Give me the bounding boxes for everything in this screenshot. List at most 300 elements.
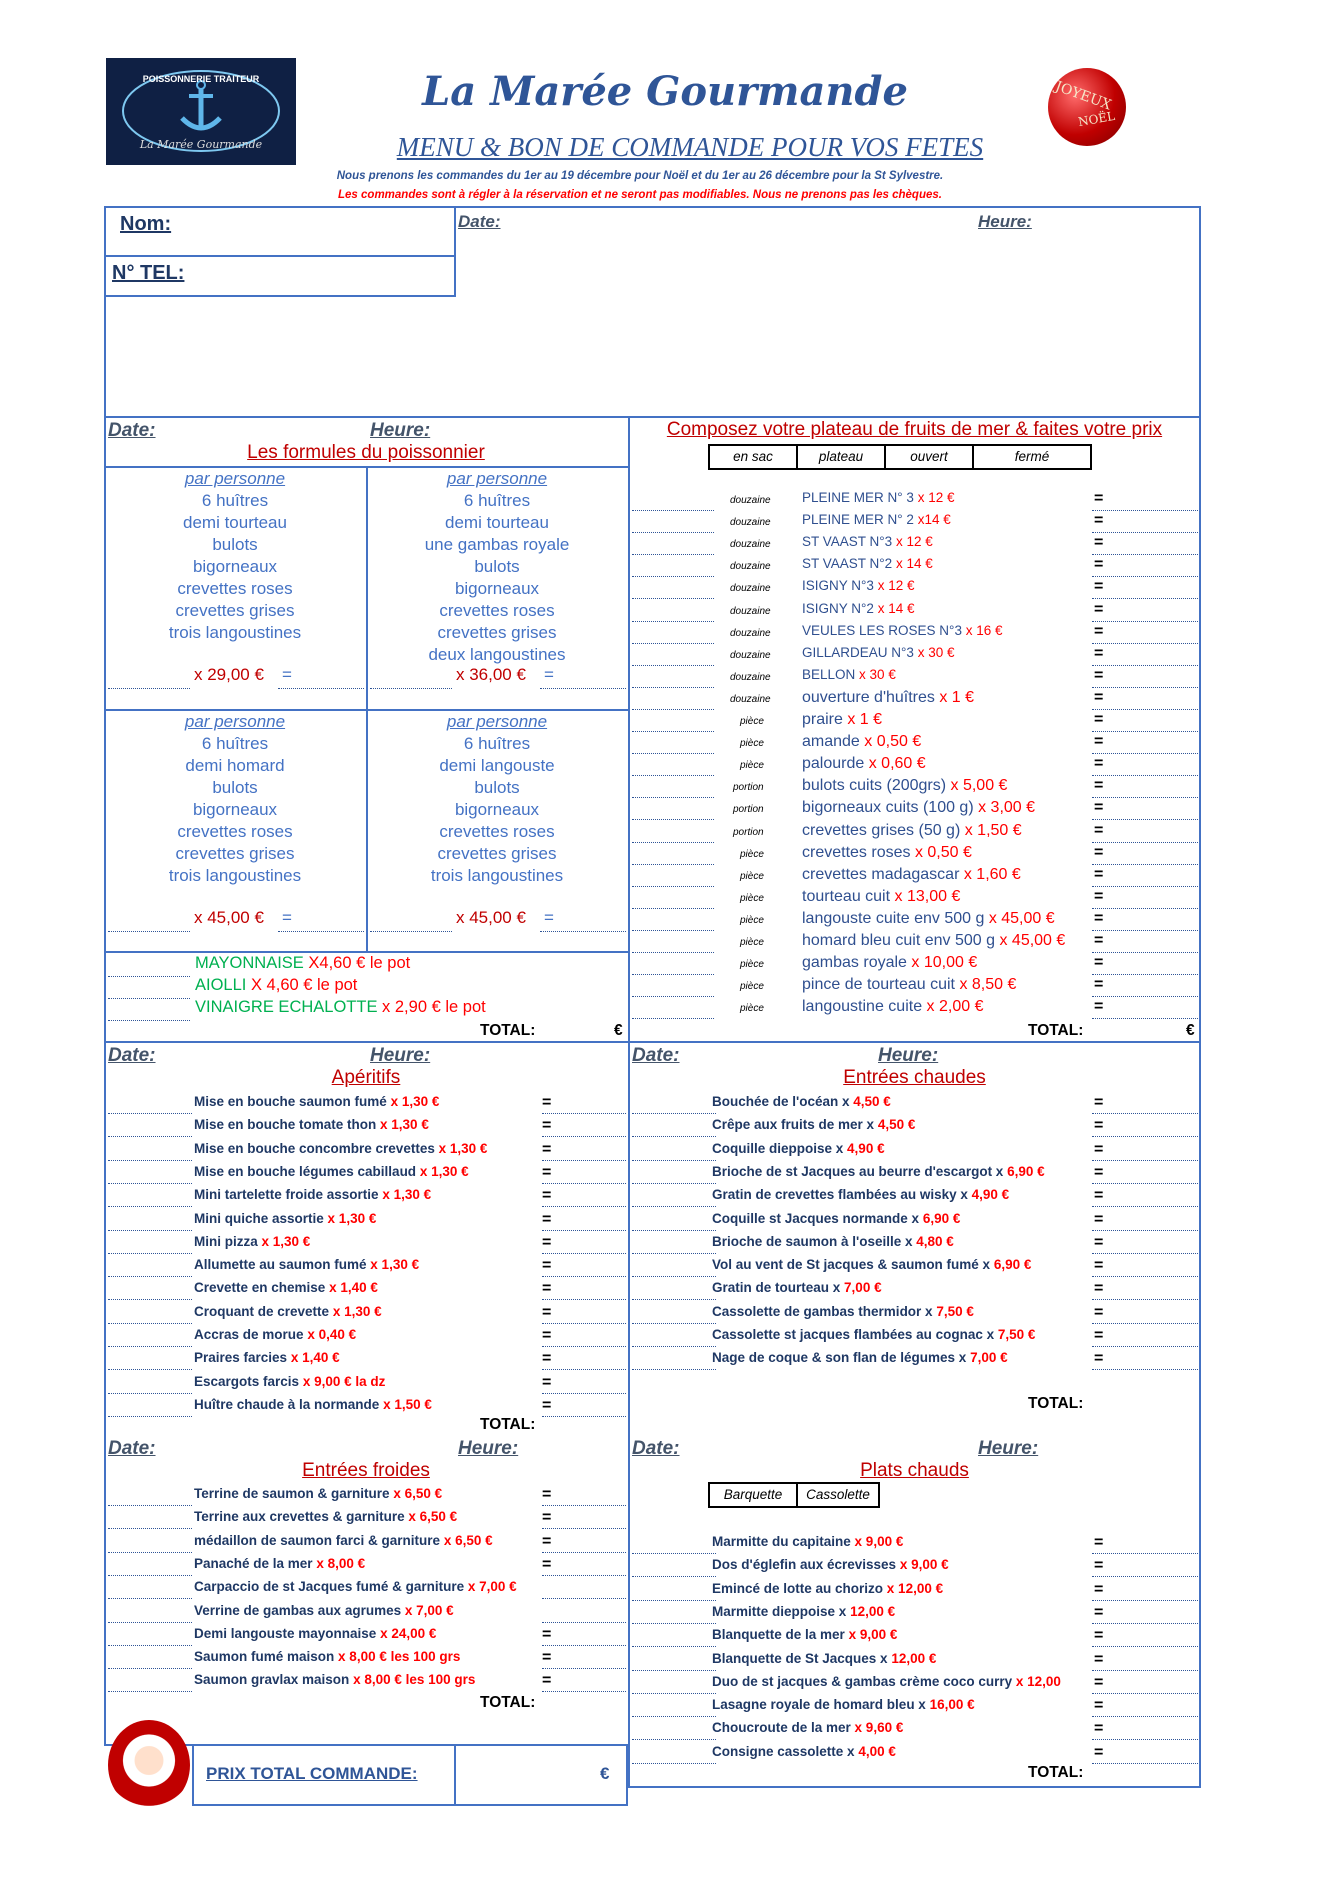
quantity-input[interactable] [542, 1369, 626, 1370]
quantity-input[interactable] [542, 1416, 626, 1417]
quantity-input[interactable] [542, 1393, 626, 1394]
quantity-input[interactable] [632, 996, 714, 997]
option-checkbox[interactable]: Barquette [710, 1484, 798, 1506]
quantity-input[interactable] [632, 554, 714, 555]
entrees-froides-date-field[interactable]: Date: [108, 1438, 156, 1459]
quantity-input[interactable] [108, 1136, 192, 1137]
client-name-field[interactable]: Nom: [120, 213, 172, 235]
quantity-input[interactable] [632, 1576, 716, 1577]
quantity-input[interactable] [108, 1113, 192, 1114]
quantity-input[interactable] [1092, 1299, 1198, 1300]
quantity-input[interactable] [108, 931, 190, 932]
divider [104, 416, 1201, 418]
quantity-input[interactable] [632, 775, 714, 776]
plateau-total-currency[interactable]: € [1186, 1022, 1195, 1039]
quantity-input[interactable] [370, 688, 452, 689]
quantity-input[interactable] [108, 1416, 192, 1417]
quantity-input[interactable] [1092, 753, 1198, 754]
item-price: x 7,00 € [467, 1579, 517, 1595]
formule-item: 6 huîtres [201, 491, 269, 510]
item-price: x 6,50 € [393, 1486, 443, 1501]
plateau-item [802, 711, 882, 729]
item-price: x 1,30 € [438, 1140, 488, 1156]
quantity-input[interactable] [1092, 1739, 1198, 1740]
equals-sign: = [1094, 1163, 1104, 1181]
plateau-item [802, 976, 1016, 994]
quantity-input[interactable] [632, 819, 714, 820]
quantity-input[interactable] [108, 1206, 192, 1207]
quantity-input[interactable] [1092, 1206, 1198, 1207]
quantity-input[interactable] [542, 1346, 626, 1347]
item-price: x 45,00 € [988, 909, 1055, 927]
client-tel-field[interactable]: N° TEL: [112, 262, 185, 284]
equals-sign: = [542, 1396, 552, 1414]
quantity-input[interactable] [278, 688, 364, 689]
quantity-input[interactable] [632, 1623, 716, 1624]
entrees-chaudes-heure-field[interactable]: Heure: [878, 1045, 939, 1066]
item-name: Saumon fumé maison [194, 1649, 335, 1665]
menu-item [194, 1649, 460, 1664]
quantity-input[interactable] [542, 1552, 626, 1553]
item-price: 7,50 € [936, 1303, 974, 1319]
quantity-input[interactable] [108, 1528, 192, 1529]
quantity-input[interactable] [108, 1622, 192, 1623]
notice-dates: Nous prenons les commandes du 1er au 19 décembre pour Noël et du 1er au 26 décembre pour la St Sylvestre. [336, 170, 944, 182]
quantity-input[interactable] [108, 1160, 192, 1161]
quantity-input[interactable] [1092, 598, 1198, 599]
equals-sign: = [1094, 534, 1104, 552]
quantity-input[interactable] [1092, 1576, 1198, 1577]
plateau-item [802, 799, 1035, 817]
item-name: bigorneaux cuits (100 g) [802, 799, 974, 817]
quantity-input[interactable] [542, 1136, 626, 1137]
quantity-input[interactable] [1092, 1670, 1198, 1671]
quantity-input[interactable] [1092, 1553, 1198, 1554]
plateau-item [802, 777, 1007, 795]
quantity-input[interactable] [1092, 1646, 1198, 1647]
quantity-input[interactable] [1092, 797, 1198, 798]
quantity-input[interactable] [542, 1183, 626, 1184]
item-price: x 45,00 € [999, 932, 1066, 949]
quantity-input[interactable] [632, 1739, 716, 1740]
formule-price: x 36,00 € [456, 665, 526, 684]
quantity-input[interactable] [632, 576, 714, 577]
quantity-input[interactable] [632, 1253, 716, 1254]
quantity-input[interactable] [108, 1369, 192, 1370]
quantity-input[interactable] [542, 1622, 626, 1623]
equals-sign: = [1094, 1280, 1104, 1298]
plateau-item [802, 998, 983, 1016]
quantity-input[interactable] [632, 621, 714, 622]
item-name: Brioche de st Jacques au beurre d'escargot x [712, 1163, 1004, 1179]
equals-sign: = [1094, 1743, 1104, 1761]
unit-label: portion [733, 804, 764, 816]
quantity-input[interactable] [542, 1598, 626, 1599]
quantity-input[interactable] [1092, 665, 1198, 666]
item-price: x 12,00 [1015, 1673, 1061, 1689]
quantity-input[interactable] [1092, 709, 1198, 710]
quantity-input[interactable] [632, 1018, 714, 1019]
quantity-input[interactable] [1092, 643, 1198, 644]
quantity-input[interactable] [542, 1276, 626, 1277]
plateau-item [802, 932, 1065, 950]
quantity-input[interactable] [1092, 621, 1198, 622]
quantity-input[interactable] [1092, 554, 1198, 555]
quantity-input[interactable] [1092, 930, 1198, 931]
sauce-price: X 4,60 € le pot [250, 976, 358, 994]
quantity-input[interactable] [542, 1253, 626, 1254]
quantity-input[interactable] [278, 931, 364, 932]
quantity-input[interactable] [542, 1575, 626, 1576]
menu-item [712, 1117, 915, 1132]
plats-chauds-total-label: TOTAL: [1028, 1764, 1084, 1781]
quantity-input[interactable] [108, 1323, 192, 1324]
quantity-input[interactable] [632, 1670, 716, 1671]
item-price: x 7,00 € [404, 1602, 454, 1618]
item-price: x 0,40 € [307, 1327, 357, 1342]
logo [106, 58, 296, 165]
quantity-input[interactable] [632, 864, 714, 865]
quantity-input[interactable] [632, 1136, 716, 1137]
quantity-input[interactable] [632, 797, 714, 798]
quantity-input[interactable] [1092, 886, 1198, 887]
equals-sign: = [542, 1649, 552, 1667]
quantity-input[interactable] [632, 1763, 716, 1764]
quantity-input[interactable] [108, 688, 190, 689]
quantity-input[interactable] [108, 1645, 192, 1646]
equals-sign: = [1094, 1303, 1104, 1321]
unit-label: pièce [740, 914, 764, 926]
plateau-title: Composez votre plateau de fruits de mer & faites votre prix [666, 419, 1163, 440]
quantity-input[interactable] [1092, 908, 1198, 909]
formule-item: deux langoustines [428, 645, 566, 664]
sauce-item [195, 974, 486, 996]
formule-item: crevettes roses [177, 579, 293, 598]
plateau-item [802, 578, 914, 593]
quantity-input[interactable] [370, 931, 452, 932]
quantity-input[interactable] [1092, 1623, 1198, 1624]
quantity-input[interactable] [1092, 842, 1198, 843]
item-name: Mini tartelette froide assortie [194, 1187, 379, 1203]
quantity-input[interactable] [1092, 1160, 1198, 1161]
quantity-input[interactable] [108, 1552, 192, 1553]
item-price: x 8,00 € les 100 grs [353, 1672, 476, 1688]
quantity-input[interactable] [1092, 775, 1198, 776]
quantity-input[interactable] [1092, 687, 1198, 688]
item-name: Accras de morue [194, 1327, 304, 1342]
option-checkbox[interactable]: Cassolette [806, 1487, 870, 1502]
equals-sign: = [1094, 755, 1104, 773]
quantity-input[interactable] [108, 1020, 190, 1021]
quantity-input[interactable] [108, 1276, 192, 1277]
equals-sign: = [1094, 1257, 1104, 1275]
item-price: x 14 € [877, 600, 915, 616]
quantity-input[interactable] [1092, 996, 1198, 997]
item-price: 4,50 € [853, 1094, 891, 1109]
quantity-input[interactable] [108, 1253, 192, 1254]
menu-item [194, 1327, 356, 1342]
quantity-input[interactable] [632, 1113, 716, 1114]
quantity-input[interactable] [632, 1276, 716, 1277]
item-price: 4,00 € [858, 1743, 896, 1759]
quantity-input[interactable] [108, 1668, 192, 1669]
option-checkbox[interactable]: ouvert [886, 446, 974, 468]
formule-item: bulots [474, 778, 520, 797]
item-name: ISIGNY N°2 [802, 600, 874, 616]
equals-sign: = [1094, 644, 1104, 662]
menu-item [712, 1744, 896, 1759]
item-name: Demi langouste mayonnaise [194, 1625, 377, 1641]
item-name: Huître chaude à la normande [194, 1396, 380, 1412]
plateau-item [802, 512, 951, 527]
plats-chauds-title: Plats chauds [860, 1460, 969, 1481]
quantity-input[interactable] [632, 753, 714, 754]
plateau-item [802, 490, 954, 505]
quantity-input[interactable] [632, 1206, 716, 1207]
menu-item [194, 1257, 419, 1272]
quantity-input[interactable] [632, 1160, 716, 1161]
item-price: x 14 € [895, 556, 933, 572]
quantity-input[interactable] [1092, 952, 1198, 953]
sauce-name: AIOLLI [195, 976, 247, 994]
quantity-input[interactable] [1092, 1183, 1198, 1184]
quantity-input[interactable] [632, 709, 714, 710]
plats-chauds-heure-field[interactable]: Heure: [978, 1438, 1039, 1459]
quantity-input[interactable] [632, 1646, 716, 1647]
item-name: GILLARDEAU N°3 [802, 644, 914, 660]
menu-item [712, 1534, 903, 1549]
quantity-input[interactable] [108, 1230, 192, 1231]
quantity-input[interactable] [1092, 1113, 1198, 1114]
quantity-input[interactable] [632, 1600, 716, 1601]
plats-chauds-options [708, 1482, 880, 1508]
item-name: Coquille st Jacques normande x [712, 1210, 920, 1226]
quantity-input[interactable] [542, 1160, 626, 1161]
quantity-input[interactable] [632, 1693, 716, 1694]
menu-item [194, 1509, 457, 1524]
item-name: Saumon gravlax maison [194, 1672, 350, 1688]
quantity-input[interactable] [542, 1645, 626, 1646]
quantity-input[interactable] [540, 688, 626, 689]
quantity-input[interactable] [632, 1230, 716, 1231]
menu-item [712, 1350, 1008, 1365]
quantity-input[interactable] [632, 1299, 716, 1300]
grand-total-label: PRIX TOTAL COMMANDE: [206, 1764, 418, 1783]
quantity-input[interactable] [542, 1113, 626, 1114]
quantity-input[interactable] [1092, 1693, 1198, 1694]
quantity-input[interactable] [1092, 1716, 1198, 1717]
quantity-input[interactable] [632, 1323, 716, 1324]
formule-equals: = [282, 908, 292, 927]
item-price: x 1,50 € [964, 821, 1022, 839]
item-name: palourde [802, 755, 865, 773]
unit-label: douzaine [730, 649, 771, 661]
unit-label: pièce [740, 981, 764, 993]
formule-item: bigorneaux [454, 800, 540, 819]
entrees-froides-heure-field[interactable]: Heure: [458, 1438, 519, 1459]
quantity-input[interactable] [632, 731, 714, 732]
item-name: Gratin de tourteau x [712, 1280, 841, 1296]
quantity-input[interactable] [542, 1691, 626, 1692]
quantity-input[interactable] [1092, 819, 1198, 820]
quantity-input[interactable] [108, 1393, 192, 1394]
quantity-input[interactable] [632, 598, 714, 599]
item-price: x 12 € [917, 490, 955, 505]
quantity-input[interactable] [1092, 1276, 1198, 1277]
formule-box [366, 468, 628, 666]
quantity-input[interactable] [108, 1183, 192, 1184]
equals-sign: = [542, 1555, 552, 1573]
aperitifs-date-field[interactable]: Date: [108, 1045, 156, 1066]
item-price: x 9,00 € [848, 1627, 898, 1643]
item-name: Dos d'églefin aux écrevisses [712, 1557, 897, 1573]
item-price: 7,00 € [970, 1350, 1008, 1366]
quantity-input[interactable] [108, 1598, 192, 1599]
option-checkbox[interactable]: en sac [710, 446, 798, 468]
entrees-froides-total-label: TOTAL: [480, 1694, 536, 1711]
notice-payment: Les commandes sont à régler à la réservation et ne seront pas modifiables. Nous ne prenons pas les chèques. [338, 189, 942, 201]
quantity-input[interactable] [542, 1206, 626, 1207]
plateau-item [802, 866, 1021, 884]
client-heure-field[interactable]: Heure: [978, 212, 1032, 231]
quantity-input[interactable] [1092, 1136, 1198, 1137]
item-price: x 1,30 € [261, 1233, 311, 1249]
plats-chauds-date-field[interactable]: Date: [632, 1438, 680, 1459]
quantity-input[interactable] [108, 1505, 192, 1506]
quantity-input[interactable] [1092, 1600, 1198, 1601]
per-person-label: par personne [184, 712, 286, 731]
menu-item [194, 1672, 475, 1687]
santa-icon [108, 1720, 190, 1810]
item-price: 4,90 € [847, 1140, 885, 1156]
quantity-input[interactable] [632, 532, 714, 533]
entrees-chaudes-total-label: TOTAL: [1028, 1395, 1084, 1412]
quantity-input[interactable] [108, 1691, 192, 1692]
quantity-input[interactable] [632, 1553, 716, 1554]
entrees-chaudes-date-field[interactable]: Date: [632, 1045, 680, 1066]
quantity-input[interactable] [632, 952, 714, 953]
quantity-input[interactable] [1092, 864, 1198, 865]
menu-item [194, 1094, 439, 1109]
formules-date-field[interactable]: Date: [108, 420, 156, 441]
item-name: Vol au vent de St jacques & saumon fumé x [712, 1257, 991, 1273]
aperitifs-heure-field[interactable]: Heure: [370, 1045, 431, 1066]
item-name: Crêpe aux fruits de mer x [712, 1117, 875, 1133]
quantity-input[interactable] [108, 1575, 192, 1576]
quantity-input[interactable] [632, 974, 714, 975]
equals-sign: = [1094, 1140, 1104, 1158]
formule-item: crevettes roses [439, 822, 555, 841]
formule-item: crevettes roses [439, 601, 555, 620]
item-name: Mini quiche assortie [194, 1210, 324, 1226]
plateau-item [802, 954, 977, 972]
formule-equals: = [282, 665, 292, 684]
equals-sign: = [542, 1094, 552, 1111]
quantity-input[interactable] [632, 510, 714, 511]
formules-total-currency[interactable]: € [614, 1022, 623, 1039]
quantity-input[interactable] [542, 1505, 626, 1506]
quantity-input[interactable] [108, 976, 190, 977]
quantity-input[interactable] [632, 1716, 716, 1717]
formule-item: demi tourteau [445, 513, 549, 532]
ornament-text: JOYEUX [1053, 78, 1114, 114]
quantity-input[interactable] [632, 1183, 716, 1184]
quantity-input[interactable] [1092, 1346, 1198, 1347]
menu-item [194, 1397, 432, 1412]
quantity-input[interactable] [1092, 1323, 1198, 1324]
item-price: 4,50 € [877, 1117, 916, 1133]
formule-item: bigorneaux [192, 557, 278, 576]
quantity-input[interactable] [632, 665, 714, 666]
quantity-input[interactable] [542, 1668, 626, 1669]
equals-sign: = [1094, 777, 1104, 795]
page-subtitle: MENU & BON DE COMMANDE POUR VOS FETES [396, 132, 984, 162]
aperitifs-title: Apéritifs [331, 1067, 401, 1088]
quantity-input[interactable] [540, 931, 626, 932]
option-checkbox[interactable]: fermé [1014, 449, 1050, 464]
quantity-input[interactable] [1092, 532, 1198, 533]
item-name: Crevette en chemise [194, 1280, 326, 1296]
quantity-input[interactable] [542, 1528, 626, 1529]
quantity-input[interactable] [1092, 974, 1198, 975]
quantity-input[interactable] [108, 1346, 192, 1347]
formule-price: x 45,00 € [456, 908, 526, 927]
quantity-input[interactable] [542, 1299, 626, 1300]
formule-item: 6 huîtres [463, 491, 531, 510]
quantity-input[interactable] [632, 1346, 716, 1347]
quantity-input[interactable] [108, 998, 190, 999]
quantity-input[interactable] [632, 643, 714, 644]
item-name: Verrine de gambas aux agrumes [194, 1602, 402, 1618]
quantity-input[interactable] [1092, 1253, 1198, 1254]
plateau-item [802, 667, 896, 682]
formule-price: x 45,00 € [194, 908, 264, 927]
item-name: homard bleu cuit env 500 g [802, 932, 996, 949]
aperitifs-total-label: TOTAL: [480, 1416, 536, 1433]
quantity-input[interactable] [542, 1323, 626, 1324]
sauce-price: X4,60 € le pot [308, 954, 411, 972]
quantity-input[interactable] [1092, 1230, 1198, 1231]
item-name: PLEINE MER N° 3 [802, 490, 914, 505]
quantity-input[interactable] [1092, 1018, 1198, 1019]
quantity-input[interactable] [542, 1230, 626, 1231]
grand-total-value[interactable]: € [600, 1764, 610, 1783]
quantity-input[interactable] [632, 1369, 716, 1370]
equals-sign: = [1094, 512, 1104, 530]
quantity-input[interactable] [1092, 731, 1198, 732]
quantity-input[interactable] [1092, 1763, 1198, 1764]
item-name: Duo de st jacques & gambas crème coco curry [712, 1673, 1013, 1689]
quantity-input[interactable] [108, 1299, 192, 1300]
option-checkbox[interactable]: plateau [798, 446, 886, 468]
quantity-input[interactable] [632, 930, 714, 931]
quantity-input[interactable] [1092, 1369, 1198, 1370]
quantity-input[interactable] [632, 886, 714, 887]
formules-heure-field[interactable]: Heure: [370, 420, 431, 441]
menu-item [194, 1579, 517, 1594]
quantity-input[interactable] [632, 908, 714, 909]
equals-sign: = [542, 1373, 552, 1391]
menu-item [194, 1304, 382, 1319]
client-date-field[interactable]: Date: [458, 212, 501, 231]
item-price: 12,00 € [850, 1603, 896, 1619]
plateau-item [802, 689, 974, 707]
quantity-input[interactable] [632, 687, 714, 688]
quantity-input[interactable] [1092, 576, 1198, 577]
quantity-input[interactable] [1092, 510, 1198, 511]
item-price: 6,90 € [1007, 1163, 1045, 1179]
quantity-input[interactable] [632, 842, 714, 843]
